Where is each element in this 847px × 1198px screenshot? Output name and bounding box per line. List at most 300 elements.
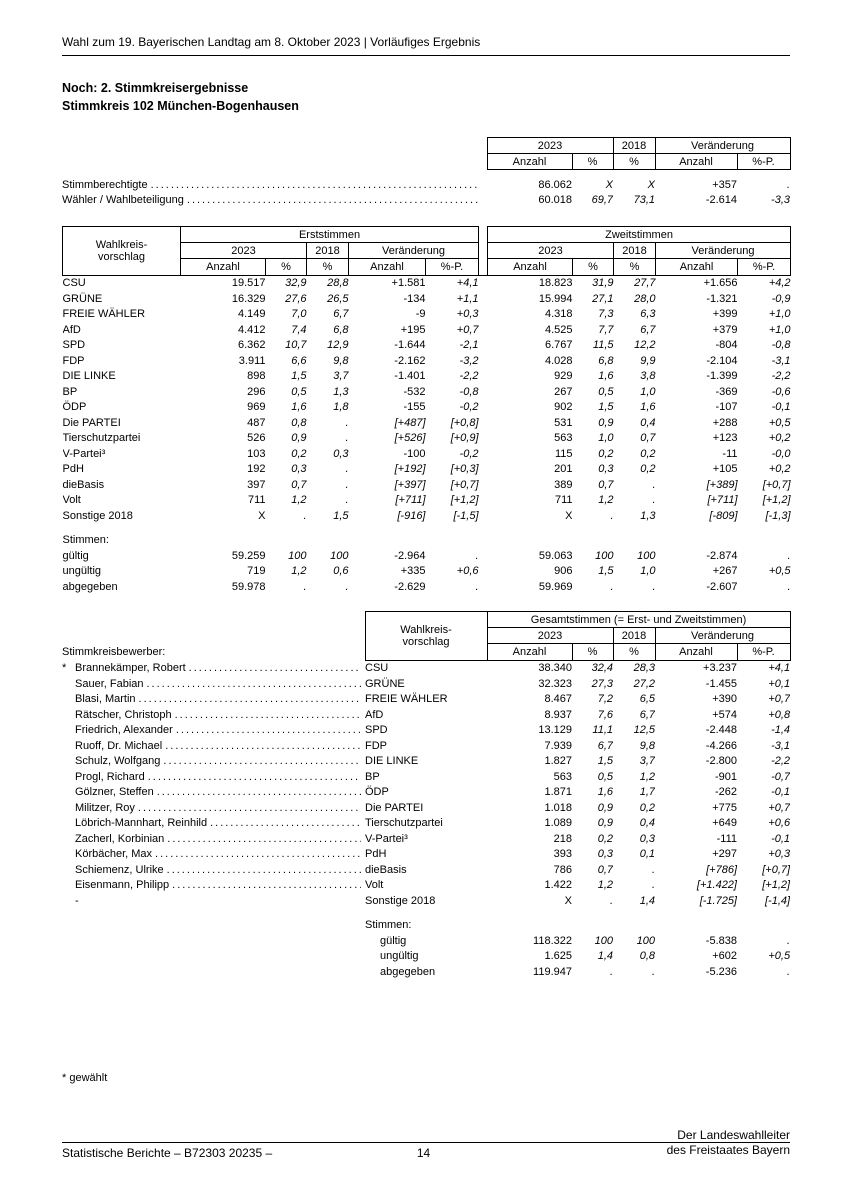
gesamt-change-pctp: +0,7	[768, 801, 791, 814]
gesamt-change-anzahl: -111	[716, 832, 737, 845]
candidate-row	[62, 723, 790, 739]
elected-marker	[62, 692, 75, 708]
header-veraenderung: Veränderung	[349, 243, 479, 259]
page-header-text: Wahl zum 19. Bayerischen Landtag am 8. Oktober 2023 | Vorläufiges Ergebnis	[62, 35, 481, 49]
dot-leader	[167, 832, 361, 848]
zweit-pct-2023: 1,0	[598, 432, 614, 444]
party-result-row	[63, 400, 791, 416]
gesamt-pct-2023: 7,2	[597, 693, 613, 705]
zweit-anzahl-2023: 15.994	[538, 292, 573, 305]
erst-zweitstimmen-table	[62, 226, 791, 595]
gesamt-anzahl-2023: 218	[553, 832, 572, 845]
gesamt-pct-2023: 1,6	[597, 786, 613, 798]
party-result-row	[63, 493, 791, 509]
gesamt-change-pctp: [-1,4]	[764, 894, 791, 907]
zweit-change-anzahl: +1.656	[703, 277, 738, 289]
zweit-pct-2018: .	[652, 494, 656, 506]
cell-pct-2018: X	[647, 178, 656, 191]
erst-pct-2023: 27,6	[285, 292, 307, 305]
zweit-pct-2023: 0,2	[598, 447, 614, 460]
dot-leader	[151, 178, 479, 194]
gesamt-change-pctp: [+1,2]	[762, 879, 791, 891]
stimmen-row-label: gültig	[380, 934, 407, 947]
zweit-pct-2018: 1,0	[640, 565, 656, 577]
gesamt-anzahl-2023: 13.129	[538, 724, 572, 736]
header-zweitstimmen: Zweitstimmen	[488, 227, 791, 243]
erst-change-anzahl: +195	[400, 323, 426, 336]
erst-change-pctp: +0,7	[456, 323, 479, 336]
zweit-pct-2023: 1,6	[598, 370, 614, 382]
zweit-change-anzahl: -107	[715, 401, 738, 413]
column-gap	[479, 416, 488, 432]
elected-marker	[62, 708, 75, 724]
candidate-row	[62, 661, 790, 677]
header-veraenderung: Veränderung	[656, 243, 791, 259]
gesamt-pct-2018: 9,8	[639, 739, 655, 752]
gesamt-change-pctp: [+0,7]	[762, 863, 791, 876]
erst-anzahl-2023: 296	[247, 385, 266, 398]
candidate-row	[62, 863, 790, 879]
party-label: DIE LINKE	[365, 755, 419, 767]
header-anzahl: Anzahl	[181, 259, 266, 276]
zweit-pct-2018: 9,9	[640, 354, 656, 367]
gesamt-anzahl-2023: 118.322	[533, 934, 572, 947]
gesamt-anzahl-2023: 1.018	[544, 801, 572, 814]
gesamt-anzahl-2023: 32.323	[538, 677, 572, 690]
candidate-row	[62, 832, 790, 848]
stimmkreisbewerber-table	[62, 611, 791, 980]
party-label: CSU	[62, 277, 86, 289]
dot-leader	[167, 863, 361, 879]
zweit-pct-2023: 11,5	[592, 339, 614, 351]
page-header-line	[62, 35, 480, 49]
erst-change-pctp: [-1,5]	[453, 509, 479, 522]
zweit-pct-2018: 1,3	[640, 509, 656, 522]
zweit-pct-2018: 1,6	[640, 401, 656, 413]
zweit-change-pctp: -0,9	[771, 292, 791, 305]
gesamt-change-pctp: +4,1	[768, 662, 791, 674]
gesamt-pct-2018: 6,5	[639, 693, 655, 705]
stimmen-row-label: ungültig	[62, 565, 102, 577]
erst-pct-2023: 1,2	[291, 565, 307, 577]
zweit-change-anzahl: +399	[712, 308, 738, 320]
erst-pct-2023: 7,0	[291, 308, 307, 320]
gesamt-change-anzahl: -1.455	[705, 677, 737, 690]
header-2018: 2018	[613, 138, 655, 154]
erst-pct-2018: 26,5	[327, 292, 349, 305]
summary-row	[62, 193, 790, 209]
party-result-row	[63, 323, 791, 339]
gesamt-anzahl-2023: 8.467	[544, 693, 572, 705]
gesamt-change-pctp: -0,1	[771, 832, 791, 845]
party-result-row	[63, 416, 791, 432]
gesamt-pct-2023: 0,5	[597, 770, 613, 783]
zweit-change-pctp: +4,2	[768, 277, 791, 289]
dot-leader	[148, 770, 361, 786]
gesamt-change-pctp: -0,7	[771, 770, 791, 783]
gesamt-change-anzahl: +390	[712, 693, 737, 705]
candidate-row	[62, 677, 790, 693]
gesamt-pct-2018: 6,7	[639, 708, 655, 721]
summary-row-label: Wähler / Wahlbeteiligung	[62, 194, 184, 206]
column-gap	[479, 580, 488, 596]
erst-change-pctp: [+0,8]	[450, 416, 479, 429]
zweit-change-pctp: [-1,3]	[765, 509, 791, 522]
header-anzahl: Anzahl	[655, 154, 737, 170]
gesamt-pct-2018: 3,7	[639, 755, 655, 767]
erst-change-anzahl: [+487]	[394, 416, 426, 429]
gesamt-pct-2023: 1,4	[597, 950, 613, 962]
gesamt-pct-2018: 12,5	[633, 724, 655, 736]
erst-change-pctp: +4,1	[456, 277, 479, 289]
erst-pct-2018: 0,3	[333, 447, 349, 460]
gesamt-change-anzahl: -5.236	[705, 965, 737, 978]
erst-change-anzahl: [-916]	[397, 509, 426, 522]
zweit-pct-2023: 0,7	[598, 478, 614, 491]
column-gap	[479, 369, 488, 385]
gesamt-pct-2023: 7,6	[597, 708, 613, 721]
dot-leader	[138, 801, 361, 817]
gesamt-change-anzahl: -4.266	[705, 739, 737, 752]
erst-pct-2023: 7,4	[291, 323, 307, 336]
party-label: ÖDP	[365, 786, 389, 798]
erst-anzahl-2023: 898	[247, 370, 266, 382]
stimmen-heading: Stimmen:	[62, 534, 109, 546]
zweit-change-pctp: +1,0	[768, 323, 791, 336]
party-label: SPD	[62, 339, 86, 351]
zweit-anzahl-2023: 531	[554, 416, 573, 429]
column-gap	[479, 478, 488, 494]
erst-pct-2018: 6,8	[333, 323, 349, 336]
party-label: Volt	[365, 879, 384, 891]
zweit-pct-2023: .	[610, 580, 614, 593]
erst-change-pctp: -2,1	[459, 339, 479, 351]
zweit-anzahl-2023: 389	[554, 478, 573, 491]
candidate-name: Zacherl, Korbinian	[75, 832, 165, 845]
dot-leader	[155, 847, 361, 863]
erst-change-anzahl: -134	[403, 292, 426, 305]
dot-leader	[157, 785, 361, 801]
zweit-change-anzahl: -1.321	[706, 292, 738, 305]
page-number: 14	[416, 1146, 431, 1160]
party-result-row	[63, 478, 791, 494]
erst-pct-2018: 1,8	[333, 401, 349, 413]
dot-leader	[189, 661, 361, 677]
elected-marker	[62, 801, 75, 817]
party-label: AfD	[62, 323, 81, 336]
zweit-change-pctp: -0,1	[771, 401, 791, 413]
party-label: PdH	[365, 848, 387, 860]
header-anzahl: Anzahl	[487, 154, 572, 170]
stimmen-heading-row	[62, 918, 790, 934]
gesamt-anzahl-2023: 786	[553, 863, 572, 876]
gesamt-anzahl-2023: 7.939	[544, 739, 572, 752]
erst-pct-2023: .	[303, 580, 307, 593]
gesamt-pct-2023: .	[609, 894, 613, 907]
zweit-anzahl-2023: 711	[554, 494, 573, 506]
header-pct: %	[613, 644, 655, 661]
erst-anzahl-2023: 59.978	[231, 580, 266, 593]
zweit-pct-2023: .	[610, 509, 614, 522]
party-label: dieBasis	[62, 478, 105, 491]
erst-pct-2018: 1,5	[333, 509, 349, 522]
corner-header-wahlkreisvorschlag: Wahlkreis- vorschlag	[63, 227, 181, 276]
erst-change-pctp: [+0,3]	[450, 463, 479, 475]
erst-change-anzahl: +335	[400, 565, 426, 577]
column-gap	[479, 385, 488, 401]
gesamt-change-anzahl: +602	[712, 950, 737, 962]
column-gap	[479, 354, 488, 370]
candidate-name: Ruoff, Dr. Michael	[75, 739, 163, 752]
gesamt-change-pctp: .	[787, 934, 791, 947]
gesamt-anzahl-2023: 1.422	[544, 879, 572, 891]
erst-anzahl-2023: 969	[247, 401, 266, 413]
erst-pct-2023: 0,9	[291, 432, 307, 444]
erst-pct-2018: .	[345, 432, 349, 444]
district-title: Stimmkreis 102 München-Bogenhausen	[62, 98, 299, 113]
dot-leader	[163, 754, 361, 770]
dot-leader	[187, 193, 479, 209]
candidate-name: Militzer, Roy	[75, 801, 135, 814]
erst-change-anzahl: -532	[403, 385, 426, 398]
gesamt-change-pctp: -1,4	[771, 724, 791, 736]
party-result-row	[63, 509, 791, 525]
erst-pct-2023: 10,7	[285, 339, 307, 351]
zweit-pct-2018: 3,8	[640, 370, 656, 382]
erst-change-pctp: -3,2	[459, 354, 479, 367]
candidate-name: Schulz, Wolfgang	[75, 755, 161, 767]
column-gap	[479, 400, 488, 416]
erst-anzahl-2023: 719	[247, 565, 266, 577]
erst-anzahl-2023: 192	[247, 463, 266, 475]
gesamt-anzahl-2023: 8.937	[544, 708, 572, 721]
stimmen-row	[63, 564, 791, 580]
gesamt-change-pctp: +0,8	[768, 708, 791, 721]
cell-pct-2023: X	[605, 178, 614, 191]
gesamt-pct-2018: 0,1	[639, 848, 655, 860]
zweit-anzahl-2023: 59.063	[538, 549, 573, 562]
party-label: ÖDP	[62, 401, 87, 413]
zweit-pct-2018: 0,2	[640, 463, 656, 475]
gesamt-change-anzahl: +297	[712, 848, 737, 860]
erst-pct-2023: 6,6	[291, 354, 307, 367]
gesamt-pct-2018: 0,4	[639, 817, 655, 829]
zweit-anzahl-2023: 267	[554, 385, 573, 398]
cell-anzahl-2023: 86.062	[538, 178, 572, 191]
zweit-pct-2023: 1,5	[598, 401, 614, 413]
erst-change-anzahl: -2.162	[394, 354, 426, 367]
column-gap	[479, 564, 488, 580]
zweit-pct-2023: 31,9	[592, 277, 614, 289]
erst-anzahl-2023: 4.412	[237, 323, 266, 336]
zweit-pct-2023: 7,7	[598, 323, 614, 336]
header-veraenderung: Veränderung	[655, 138, 790, 154]
candidate-row	[62, 847, 790, 863]
stimmkreisbewerber-label: Stimmkreisbewerber:	[62, 646, 166, 658]
candidate-row	[62, 878, 790, 894]
stimmen-row-label: gültig	[62, 549, 89, 562]
party-label: FDP	[62, 354, 85, 367]
gesamt-anzahl-2023: X	[564, 894, 572, 907]
gesamt-pct-2018: 1,4	[639, 894, 655, 907]
elected-marker	[62, 878, 75, 894]
erst-pct-2018: 6,7	[333, 308, 349, 320]
erst-change-pctp: .	[475, 549, 479, 562]
erst-change-pctp: +1,1	[456, 292, 479, 305]
erst-change-anzahl: -9	[415, 308, 426, 320]
cell-change-anzahl: -2.614	[705, 194, 738, 206]
elected-marker	[62, 816, 75, 832]
zweit-change-anzahl: -369	[715, 385, 738, 398]
zweit-change-pctp: [+1,2]	[762, 494, 791, 506]
stimmen-heading: Stimmen:	[365, 919, 412, 931]
erst-change-pctp: -0,2	[459, 447, 479, 460]
gesamt-pct-2023: 1,5	[597, 755, 613, 767]
footer-publisher	[667, 1128, 790, 1157]
summary-table	[62, 137, 791, 209]
gesamt-change-pctp: .	[787, 965, 791, 978]
cell-change-pctp: .	[786, 178, 791, 191]
header-rule	[62, 55, 790, 56]
zweit-change-anzahl: +267	[712, 565, 738, 577]
zweit-anzahl-2023: 4.318	[544, 308, 573, 320]
summary-header-spacer	[62, 138, 487, 170]
header-anzahl: Anzahl	[488, 259, 573, 276]
column-gap	[479, 338, 488, 354]
gesamt-pct-2018: 1,2	[639, 770, 655, 783]
cell-change-pctp: -3,3	[771, 194, 791, 206]
zweit-pct-2023: 7,3	[598, 308, 614, 320]
erst-pct-2018: .	[345, 478, 349, 491]
party-result-row	[63, 369, 791, 385]
erst-change-anzahl: [+711]	[395, 494, 426, 506]
erst-pct-2023: 0,7	[291, 478, 307, 491]
zweit-change-pctp: +0,2	[768, 432, 791, 444]
party-result-row	[63, 462, 791, 478]
candidate-row	[62, 894, 790, 910]
erst-anzahl-2023: 711	[247, 494, 266, 506]
party-label: GRÜNE	[365, 677, 405, 690]
corner-header-wahlkreisvorschlag: Wahlkreis- vorschlag	[365, 612, 487, 661]
zweit-pct-2018: 100	[637, 549, 656, 562]
erst-pct-2023: 1,2	[291, 494, 307, 506]
erst-pct-2018: 100	[330, 549, 349, 562]
zweit-pct-2023: 1,5	[598, 565, 614, 577]
candidate-name: Löbrich-Mannhart, Reinhild	[75, 817, 208, 829]
erst-pct-2018: .	[345, 494, 349, 506]
erst-change-anzahl: +1.581	[391, 277, 426, 289]
erst-change-pctp: [+0,9]	[450, 432, 479, 444]
gesamt-pct-2023: 0,9	[597, 817, 613, 829]
header-2023: 2023	[487, 138, 613, 154]
zweit-change-anzahl: -2.607	[706, 580, 738, 593]
party-label: Tierschutzpartei	[365, 817, 443, 829]
gesamt-change-anzahl: +574	[712, 708, 737, 721]
party-label: SPD	[365, 724, 388, 736]
header-anzahl: Anzahl	[655, 644, 737, 661]
erst-pct-2018: .	[345, 580, 349, 593]
zweit-change-pctp: .	[787, 549, 791, 562]
party-label: AfD	[365, 708, 384, 721]
gesamt-change-anzahl: -262	[714, 786, 737, 798]
erst-anzahl-2023: 397	[247, 478, 266, 491]
zweit-anzahl-2023: 902	[554, 401, 573, 413]
party-label: Die PARTEI	[365, 801, 424, 814]
column-gap	[479, 447, 488, 463]
stimmen-row	[62, 965, 790, 981]
erst-pct-2023: 0,3	[291, 463, 307, 475]
column-gap	[479, 323, 488, 339]
header-pct: %	[266, 259, 307, 276]
party-label: BP	[365, 770, 380, 783]
zweit-change-pctp: -0,0	[771, 447, 791, 460]
gesamt-change-anzahl: -5.838	[705, 934, 737, 947]
header-2023: 2023	[487, 628, 613, 644]
stimmen-row-label: abgegeben	[62, 580, 118, 593]
erst-pct-2023: 0,8	[291, 416, 307, 429]
party-result-row	[63, 307, 791, 323]
erst-pct-2023: 0,5	[291, 385, 307, 398]
cell-anzahl-2023: 60.018	[538, 194, 572, 206]
erst-change-pctp: [+0,7]	[450, 478, 479, 491]
stimmen-row-label: abgegeben	[380, 965, 436, 978]
column-gap	[479, 493, 488, 509]
column-gap	[479, 276, 488, 292]
party-label: dieBasis	[365, 863, 407, 876]
cell-change-anzahl: +357	[712, 178, 738, 191]
zweit-pct-2023: 0,9	[598, 416, 614, 429]
header-anzahl: Anzahl	[656, 259, 738, 276]
erst-change-anzahl: -2.629	[394, 580, 426, 593]
party-result-row	[63, 354, 791, 370]
zweit-pct-2018: 0,4	[640, 416, 656, 429]
party-label: Die PARTEI	[62, 416, 121, 429]
gesamt-change-anzahl: +775	[712, 801, 737, 814]
dot-leader	[139, 692, 361, 708]
zweit-pct-2023: 100	[595, 549, 614, 562]
erst-change-anzahl: [+526]	[394, 432, 426, 444]
elected-marker	[62, 770, 75, 786]
party-label: Sonstige 2018	[365, 894, 436, 907]
erst-pct-2023: 1,5	[291, 370, 307, 382]
erst-pct-2018: 9,8	[333, 354, 349, 367]
cell-pct-2023: 69,7	[591, 194, 614, 206]
zweit-pct-2018: 6,3	[640, 308, 656, 320]
party-label: BP	[62, 385, 78, 398]
erst-change-anzahl: -1.644	[394, 339, 426, 351]
zweit-change-pctp: -2,2	[771, 370, 791, 382]
header-pct: %	[572, 644, 613, 661]
title-block	[62, 80, 299, 115]
zweit-anzahl-2023: 563	[554, 432, 573, 444]
stimmen-row-label: ungültig	[380, 950, 419, 962]
zweit-pct-2018: 27,7	[634, 277, 656, 289]
header-2023: 2023	[181, 243, 307, 259]
candidates-header-spacer	[62, 612, 365, 644]
elected-marker	[62, 832, 75, 848]
footer-series: Statistische Berichte – B72303 20235 –	[62, 1146, 273, 1160]
gesamt-change-pctp: +0,3	[768, 848, 791, 860]
erst-anzahl-2023: 4.149	[237, 308, 266, 320]
zweit-change-anzahl: -11	[722, 447, 738, 460]
stimmen-row	[63, 580, 791, 596]
gesamt-pct-2018: 1,7	[639, 786, 655, 798]
erst-anzahl-2023: 487	[247, 416, 266, 429]
gesamt-pct-2018: 0,8	[639, 950, 655, 962]
header-anzahl: Anzahl	[349, 259, 426, 276]
stimmen-heading-row	[63, 533, 791, 549]
erst-change-pctp: -0,8	[459, 385, 479, 398]
